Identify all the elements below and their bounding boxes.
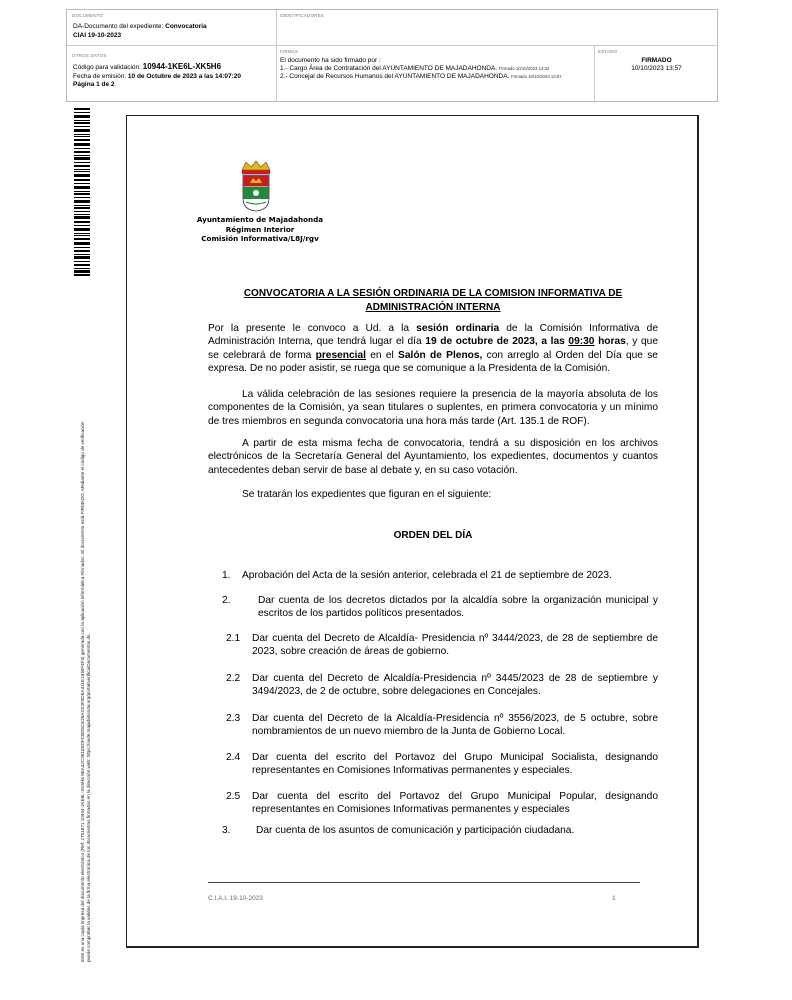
otros-datos-label: OTROS DATOS <box>72 53 107 58</box>
signature-header <box>66 9 718 102</box>
identificadores-cell <box>277 10 718 46</box>
documento-label: DOCUMENTO <box>72 13 104 18</box>
org-line-2: Régimen Interior <box>225 224 295 234</box>
documento-cell <box>67 10 277 46</box>
barcode <box>74 108 90 276</box>
pagina: Página 1 de 2 <box>73 81 115 88</box>
documento-line: DA-Documento del expediente: Convocatoria <box>73 23 207 30</box>
org-line-3: Comisión Informativa/L8J/rgv <box>201 234 319 243</box>
footer-code: C.I.A.I. 19-10-2023 <box>208 895 263 902</box>
codigo-validacion: Código para validación: 10944-1KE6L-XK5H6 <box>73 62 222 71</box>
firmas-label: FIRMAS <box>280 49 299 54</box>
fecha-emision: Fecha de emisión: 10 de Octubre de 2023 a las 14:07:20 <box>73 73 242 80</box>
estado-date: 10/10/2023 13:57 <box>631 65 682 72</box>
firma-2: 2.- Concejal de Recursos Humanos del AYUNTAMIENTO DE MAJADAHONDA. Firmado 10/10/2023 13:57 <box>280 73 562 80</box>
document-title: CONVOCATORIA A LA SESIÓN ORDINARIA DE LA COMISION INFORMATIVA DE ADMINISTRACIÓN INTERNA <box>243 288 623 313</box>
identificadores-label: IDENTIFICADORES <box>280 13 325 18</box>
org-line-1: Ayuntamiento de Majadahonda <box>196 215 324 224</box>
footer-page-number: 1 <box>612 895 616 902</box>
estado-cell <box>595 46 718 102</box>
side-verification-text: Este es una copia impresa del documento electrónico (Ref: 2751871 10944-1KE6L-XK5H6 9EA42C461E5DFCBD5CE28AD24F0DEA411E1940F4F4) generada con la aplicación informática Firmadoc. El documento está FIRMADO. Mediante el código de verificación puede comprobar la validez de la firma electrónica de los documentos firmados en la dirección web: https://sede.majadahonda.org/portal/verificarDocumentos.do <box>80 421 91 962</box>
orden-del-dia-title: ORDEN DEL DÍA <box>393 530 473 541</box>
paragraph-1: Por la presente le convoco a Ud. a la sesión ordinaria de la Comisión Informativa de Administración Interna, que tendrá lugar el día 19 de octubre de 2023, a las 09:30 horas, y que se celebrará de forma presencial en el Salón de Plenos, con arreglo al Orden del Día que se expresa. De no poder asistir, se ruega que se comunique a la Presidenta de la Comisión. <box>208 323 658 375</box>
organization-block <box>190 215 330 244</box>
otros-datos-cell <box>67 46 277 102</box>
estado-value: FIRMADO <box>641 57 672 64</box>
paragraph-4: Se tratarán los expedientes que figuran en el siguiente: <box>242 489 492 500</box>
footer-divider <box>208 882 640 883</box>
estado-label: ESTADO <box>598 49 618 54</box>
documento-code: CIAI 19-10-2023 <box>73 32 122 39</box>
firma-1: 1.- Cargo Área de Contratación del AYUNTAMIENTO DE MAJADAHONDA. Firmado 10/10/2023 13:32 <box>280 65 550 72</box>
firmas-cell <box>277 46 595 102</box>
paragraph-2: La válida celebración de las sesiones requiere la presencia de la mayoría absoluta de los componentes de la Comisión, ya sean titulares o suplentes, en primera convocatoria y un mínimo de tres miembros en segunda convocatoria una hora más tarde (Art. 135.1 de ROF). <box>208 389 658 427</box>
firmas-intro: El documento ha sido firmado por : <box>280 57 381 64</box>
crest-icon <box>238 160 274 212</box>
paragraph-3: A partir de esta misma fecha de convocatoria, tendrá a su disposición en los archivos electrónicos de la Secretaría General del Ayuntamiento, los expedientes, documentos y cuantos antecedentes deban servir de base al debate y, en su caso votación. <box>208 438 658 476</box>
